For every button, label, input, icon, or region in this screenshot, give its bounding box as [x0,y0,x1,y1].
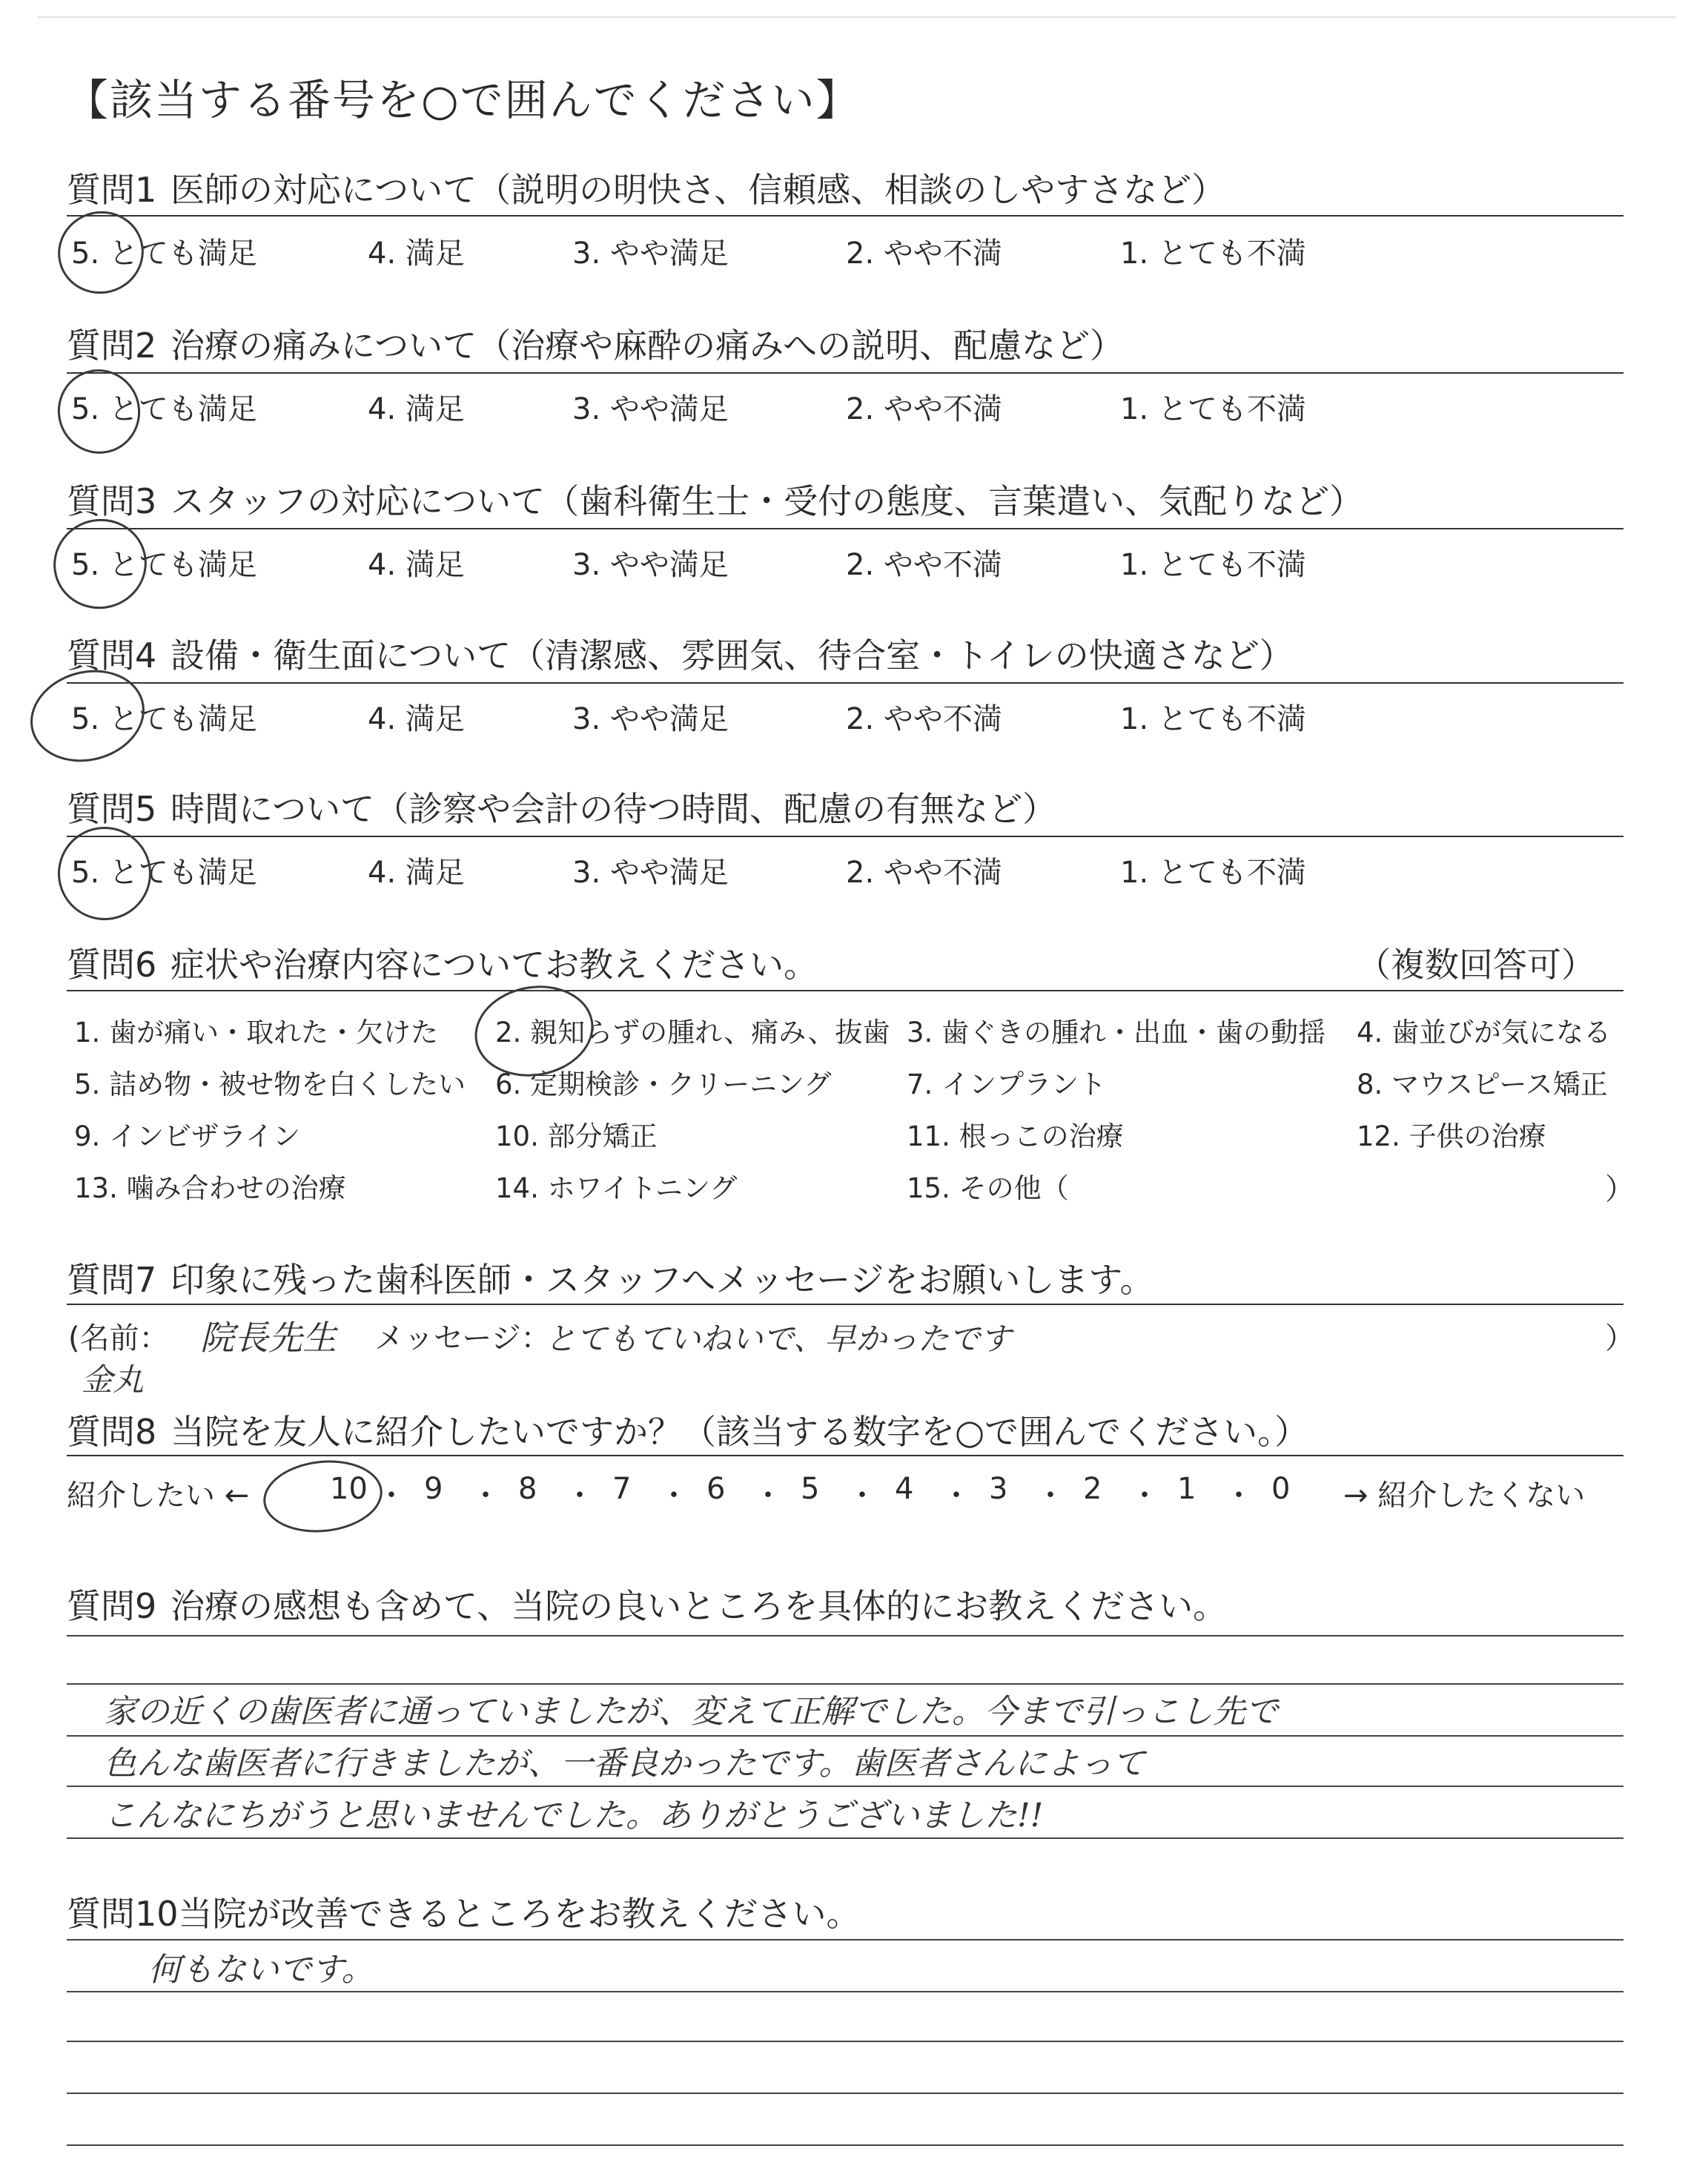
q6-option-14[interactable]: 14. ホワイトニング [495,1172,738,1204]
option-4[interactable]: 4. 満足 [368,237,465,271]
option-4[interactable]: 4. 満足 [368,548,465,582]
option-1[interactable]: 1. とても不満 [1120,237,1306,271]
scale-value-9[interactable]: 9 [424,1472,443,1506]
divider [67,1304,1623,1305]
scale-value-5[interactable]: 5 [801,1472,820,1506]
option-1[interactable]: 1. とても不満 [1120,392,1306,426]
scale-value-8[interactable]: 8 [518,1472,537,1506]
writing-line [67,2041,1623,2042]
question-number: 質問4 [67,635,157,676]
q6-option-12[interactable]: 12. 子供の治療 [1357,1120,1546,1152]
question-number: 質問8 [67,1412,157,1452]
page-title: 【該当する番号を○で囲んでください】 [65,75,861,125]
writing-line [67,1991,1623,1992]
divider [67,215,1623,217]
writing-line [67,2093,1623,2094]
question-3 [67,475,1363,524]
question-text: 印象に残った歯科医師・スタッフへメッセージをお願いします。 [171,1260,1154,1300]
writing-line [67,1939,1623,1941]
question-number: 質問10 [67,1894,179,1934]
q6-option-5[interactable]: 5. 詰め物・被せ物を白くしたい [74,1069,466,1100]
option-2[interactable]: 2. やや不満 [846,392,1002,426]
option-4[interactable]: 4. 満足 [368,392,465,426]
question-text: スタッフの対応について（歯科衛生士・受付の態度、言葉遣い、気配りなど） [171,481,1364,521]
scale-separator: ・ [1130,1479,1159,1513]
question-2 [67,319,1124,368]
selection-circle [48,360,150,463]
selection-circle [43,509,156,619]
q6-option-11[interactable]: 11. 根っこの治療 [907,1120,1124,1152]
scale-separator: ・ [377,1479,406,1513]
question-text: 症状や治療内容についてお教えください。 [171,945,818,985]
question-number: 質問1 [67,170,157,210]
question-number: 質問2 [67,326,157,366]
option-5[interactable]: 5. とても満足 [71,392,257,426]
divider [67,990,1623,991]
q6-option-4[interactable]: 4. 歯並びが気になる [1357,1017,1612,1048]
question-text: 治療の痛みについて（治療や麻酔の痛みへの説明、配慮など） [171,326,1125,366]
option-5[interactable]: 5. とても満足 [71,548,257,582]
question-text: 設備・衛生面について（清潔感、雰囲気、待合室・トイレの快適さなど） [171,635,1294,676]
scale-separator: ・ [1224,1479,1254,1513]
q6-option-3[interactable]: 3. 歯ぐきの腫れ・出血・歯の動揺 [907,1017,1326,1048]
question-7 [67,1253,1154,1302]
name-label: (名前： [68,1321,169,1355]
question-10 [67,1887,861,1936]
option-3[interactable]: 3. やや満足 [572,548,729,582]
writing-line [67,1837,1623,1839]
answer-line-2: 色んな歯医者に行きましたが、一番良かったです。歯医者さんによって [104,1745,1145,1783]
q6-option-1[interactable]: 1. 歯が痛い・取れた・欠けた [74,1017,439,1048]
option-2[interactable]: 2. やや不満 [846,856,1002,890]
top-border [37,16,1675,18]
selection-circle [49,202,153,303]
option-1[interactable]: 1. とても不満 [1120,856,1306,890]
scale-value-2[interactable]: 2 [1083,1472,1102,1506]
other-close-paren: ） [1605,1172,1635,1206]
scale-value-10[interactable]: 10 [330,1472,368,1506]
question-number: 質問5 [67,789,157,829]
scale-value-3[interactable]: 3 [989,1472,1008,1506]
answer-line-3: こんなにちがうと思いませんでした。ありがとうございました!! [104,1797,1044,1834]
scale-separator: ・ [753,1479,783,1513]
scale-separator: ・ [659,1479,689,1513]
divider [67,528,1623,529]
scale-value-0[interactable]: 0 [1271,1472,1291,1506]
option-3[interactable]: 3. やや満足 [572,237,729,271]
message-value: とてもていねいで、早かったです [545,1321,1012,1357]
option-1[interactable]: 1. とても不満 [1120,702,1306,736]
scale-separator: ・ [847,1479,877,1513]
option-5[interactable]: 5. とても満足 [71,237,257,271]
divider [67,836,1623,837]
question-text: 当院を友人に紹介したいですか？（該当する数字を○で囲んでください。） [171,1412,1309,1452]
question-number: 質問6 [67,945,157,985]
multiple-answers-note: （複数回答可） [1357,945,1595,985]
option-5[interactable]: 5. とても満足 [71,856,257,890]
option-2[interactable]: 2. やや不満 [846,702,1002,736]
question-text: 当院が改善できるところをお教えください。 [178,1894,861,1934]
answer-line-1: 家の近くの歯医者に通っていましたが、変えて正解でした。今まで引っこし先で [104,1693,1278,1731]
writing-line [67,1786,1623,1787]
option-4[interactable]: 4. 満足 [368,702,465,736]
name-value-2: 金丸 [82,1361,145,1398]
option-1[interactable]: 1. とても不満 [1120,548,1306,582]
q6-option-2[interactable]: 2. 親知らずの腫れ、痛み、抜歯 [495,1017,890,1048]
divider [67,682,1623,684]
scale-right-label: → 紹介したくない [1343,1479,1586,1513]
message-close-paren: ） [1605,1321,1635,1355]
writing-line [67,2144,1623,2146]
name-value: 院長先生 [200,1318,337,1358]
question-text: 時間について（診察や会計の待つ時間、配慮の有無など） [171,789,1057,829]
selection-circle [259,1455,385,1538]
q6-option-13[interactable]: 13. 噛み合わせの治療 [74,1172,346,1204]
q6-option-15[interactable]: 15. その他（ [907,1172,1069,1204]
option-2[interactable]: 2. やや不満 [846,237,1002,271]
option-4[interactable]: 4. 満足 [368,856,465,890]
question-4 [67,629,1294,678]
q6-option-9[interactable]: 9. インビザライン [74,1120,300,1152]
question-number: 質問9 [67,1586,157,1626]
divider [67,372,1623,374]
scale-separator: ・ [941,1479,971,1513]
scale-value-7[interactable]: 7 [612,1472,632,1506]
q6-option-7[interactable]: 7. インプラント [907,1069,1107,1100]
scale-value-1[interactable]: 1 [1177,1472,1196,1506]
question-number: 質問3 [67,481,157,521]
scale-separator: ・ [1036,1479,1065,1513]
scale-left-label: 紹介したい ← [67,1479,250,1513]
divider [67,1455,1623,1456]
question-text: 治療の感想も含めて、当院の良いところを具体的にお教えください。 [171,1586,1228,1626]
option-5[interactable]: 5. とても満足 [71,702,257,736]
question-9 [67,1579,1227,1628]
option-3[interactable]: 3. やや満足 [572,702,729,736]
option-3[interactable]: 3. やや満足 [572,856,729,890]
q6-option-8[interactable]: 8. マウスピース矯正 [1357,1069,1608,1100]
option-2[interactable]: 2. やや不満 [846,548,1002,582]
selection-circle [47,816,162,931]
question-text: 医師の対応について（説明の明快さ、信頼感、相談のしやすさなど） [171,170,1226,210]
q6-option-10[interactable]: 10. 部分矯正 [495,1120,658,1152]
scale-separator: ・ [565,1479,595,1513]
question-6 [67,938,818,987]
improvement-answer: 何もないです。 [148,1951,374,1989]
q6-option-6[interactable]: 6. 定期検診・クリーニング [495,1069,832,1100]
question-1 [67,163,1225,212]
message-label: メッセージ： [374,1321,551,1355]
scale-separator: ・ [471,1479,500,1513]
question-8 [67,1405,1308,1454]
scale-value-6[interactable]: 6 [706,1472,726,1506]
question-5 [67,782,1056,831]
question-number: 質問7 [67,1260,157,1300]
option-3[interactable]: 3. やや満足 [572,392,729,426]
scale-value-4[interactable]: 4 [895,1472,914,1506]
writing-line [67,1635,1623,1636]
